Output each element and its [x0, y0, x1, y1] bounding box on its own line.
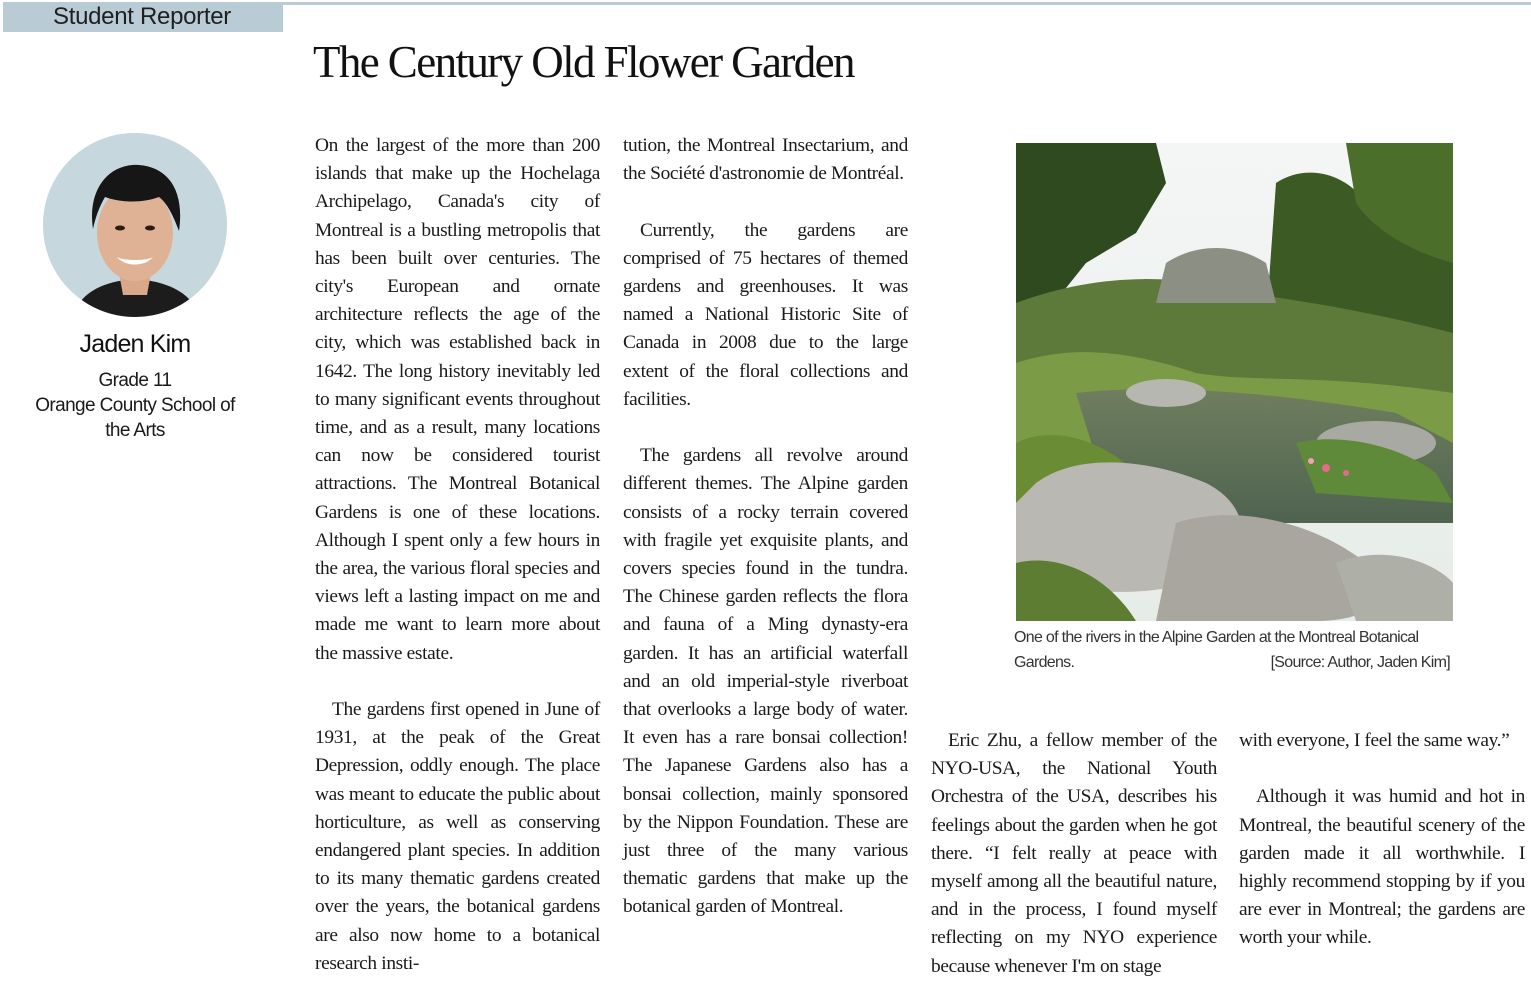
- section-label-text: Student Reporter: [53, 3, 231, 30]
- caption-source: [Source: Author, Jaden Kim]: [1270, 654, 1450, 671]
- article-paragraph: On the largest of the more than 200 islands that make up the Hochelaga Archipelago, Canada's city of Montreal is a bustling metropolis that has been built over centuries. The city's European and ornate architecture reflects the age of the city, which was established back in 1642. The long history inevitably led to many significant events throughout time, and as a result, many locations can now be considered tourist attractions. The Montreal Botanical Gardens is one of these locations. Although I spent only a few hours in the area, the various floral species and views left a lasting impact on me and made me want to learn more about the massive estate.: [315, 135, 600, 664]
- article-column-3: [931, 727, 1217, 981]
- article-paragraph: The gardens all revolve around different themes. The Alpine garden consists of a rocky terrain covered with fragile yet exquisite plants, and covers species found in the tundra. The Chinese garden reflects the flora and fauna of a Ming dynasty-era garden. It has an artificial waterfall and an old imperial-style riverboat that overlooks a large body of water. It even has a rare bonsai collection! The Japanese Gardens also has a bonsai collection, mainly sponsored by the Nippon Foundation. These are just three of the many various thematic gardens that make up the botanical garden of Montreal.: [623, 445, 908, 918]
- article-paragraph: The gardens first opened in June of 1931, at the peak of the Great Depression, oddly enough. The place was meant to educate the public about horticulture, as well as conserving endangered plant species. In addition to its many thematic gardens created over the years, the botanical gardens are also now home to a botanical research insti-: [315, 699, 600, 974]
- caption-text: One of the rivers in the Alpine Garden at the Montreal Botanical Gardens.: [1014, 629, 1419, 671]
- article-paragraph: with everyone, I feel the same way.”: [1239, 730, 1510, 751]
- article-column-1: [315, 132, 600, 978]
- author-name: Jaden Kim: [79, 330, 191, 358]
- headline: The Century Old Flower Garden: [313, 37, 854, 87]
- photo-caption: [1014, 625, 1450, 675]
- header-rule: [283, 2, 1531, 5]
- section-label: [3, 2, 283, 32]
- author-grade: Grade 11: [98, 370, 172, 391]
- article-paragraph: tution, the Montreal Insectarium, and the Société d'astronomie de Montréal.: [623, 135, 908, 185]
- article-paragraph: Currently, the gardens are comprised of 75 hectares of themed gardens and greenhouses. It was named a National Historic Site of Canada in 2008 due to the large extent of the floral collections and facilities.: [623, 219, 908, 410]
- article-column-4: [1239, 727, 1525, 953]
- article-paragraph: Although it was humid and hot in Montreal, the beautiful scenery of the garden made it all worthwhile. I highly recommend stopping by if you are ever in Montreal; the gardens are worth your while.: [1239, 786, 1525, 949]
- garden-photo: [1016, 143, 1453, 621]
- article-column-2: [623, 132, 908, 922]
- author-school: Orange County School of the Arts: [35, 395, 235, 441]
- author-photo: [43, 133, 227, 317]
- article-paragraph: Eric Zhu, a fellow member of the NYO-USA, the National Youth Orchestra of the USA, describes his feelings about the garden when he got there. “I felt really at peace with myself among all the beautiful nature, and in the process, I found myself reflecting on my NYO experience because whenever I'm on stage: [931, 730, 1217, 977]
